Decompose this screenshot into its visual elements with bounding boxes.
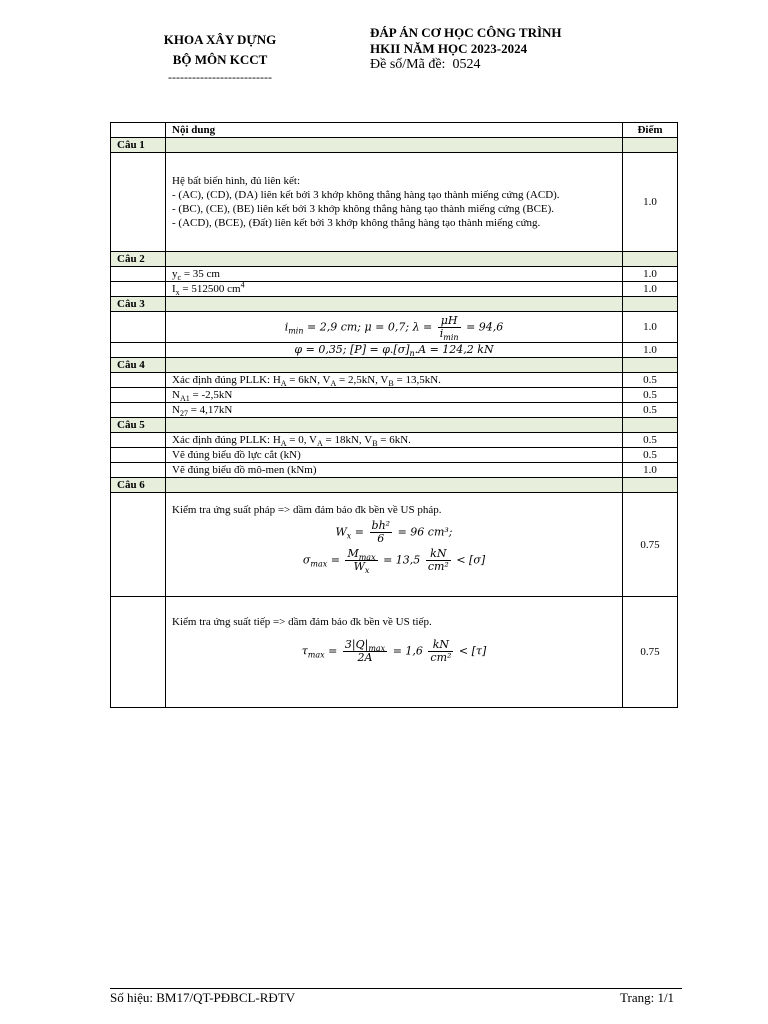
question-1-row: [111, 138, 678, 153]
table-header-row: [111, 123, 678, 138]
exam-code-value: 0524: [452, 57, 481, 72]
question-3-label: Câu 3: [111, 297, 166, 312]
q5-row1: Xác định đúng PLLK: $H_A = 0$, $V_A = 18kN$, $V_B = 6kN$.: [166, 433, 623, 448]
q2-row1-points: 1.0: [623, 267, 678, 282]
q5-row2-points: 0.5: [623, 448, 678, 463]
table-row: [111, 448, 678, 463]
q4-row1: Xác định đúng PLLK: $H_A = 6kN$, $V_A = 2,5kN$, $V_B = 13,5kN$.: [166, 373, 623, 388]
q2-row2-points: 1.0: [623, 282, 678, 297]
table-row: [111, 388, 678, 403]
table-row: [111, 343, 678, 358]
q4-row2: $N_{A1} = -2,5kN$: [166, 388, 623, 403]
q6-wx-formula: $W_x$ = $\frac{\text{bh²}}{6}$ = 96 cm³;: [335, 519, 453, 545]
q2-row1: $y_c = 35$ cm: [166, 267, 623, 282]
question-6-row: [111, 478, 678, 493]
question-1-label: Câu 1: [111, 138, 166, 153]
question-3-row: [111, 297, 678, 312]
table-row: [111, 282, 678, 297]
question-4-label: Câu 4: [111, 358, 166, 373]
q1-points: 1.0: [623, 153, 678, 252]
footer-divider: [110, 988, 682, 989]
q1-line3: - (BC), (CE), (BE) liên kết bởi 3 khớp không thẳng hàng tạo thành miếng cứng (BCE).: [172, 203, 555, 215]
footer-document-code: Số hiệu: BM17/QT-PĐBCL-RĐTV: [110, 990, 296, 1005]
q6-part1: [166, 493, 623, 597]
exam-code-label: Đề số/Mã đề:: [370, 57, 446, 72]
q4-row1-points: 0.5: [623, 373, 678, 388]
q1-line2: - (AC), (CD), (DA) liên kết bởi 3 khớp không thẳng hàng tạo thành miếng cứng (ACD).: [172, 189, 560, 201]
q6-part2: [166, 597, 623, 708]
header-points: Điểm: [623, 123, 678, 138]
header-blank: [111, 123, 166, 138]
q5-row3: Vẽ đúng biểu đồ mô-men (kNm): [166, 463, 623, 478]
q1-line1: Hệ bất biến hình, đủ liên kết:: [172, 175, 300, 187]
table-row: [111, 597, 678, 708]
q6-part1-points: 0.75: [623, 493, 678, 597]
q6-tau-formula: $\tau_{max}$ = $\frac{3|Q|_{max}}{2A}$ = 1,6 $\frac{kN}{\text{cm²}}$ < [τ]: [301, 638, 487, 664]
q4-row3-points: 0.5: [623, 403, 678, 418]
q6-sigma-formula: $\sigma_{max}$ = $\frac{M_{max}}{W_x}$ = 13,5 $\frac{kN}{\text{cm²}}$ < [σ]: [302, 547, 486, 576]
question-2-label: Câu 2: [111, 252, 166, 267]
q3-row2-points: 1.0: [623, 343, 678, 358]
department-name: BỘ MÔN KCCT: [172, 52, 268, 67]
semester-label: HKII NĂM HỌC 2023-2024: [370, 41, 528, 56]
q6-part1-intro: Kiểm tra ứng suất pháp => dầm đảm bảo đk bền về US pháp.: [172, 504, 442, 516]
q2-row2: $I_x = 512500$ $cm^4$: [166, 282, 623, 297]
table-row: [111, 463, 678, 478]
document-title: ĐÁP ÁN CƠ HỌC CÔNG TRÌNH: [370, 25, 562, 40]
question-2-row: [111, 252, 678, 267]
table-row: [111, 403, 678, 418]
question-6-label: Câu 6: [111, 478, 166, 493]
q6-part2-points: 0.75: [623, 597, 678, 708]
faculty-name: KHOA XÂY DỰNG: [163, 32, 277, 47]
table-row: [111, 373, 678, 388]
table-row: [111, 433, 678, 448]
q4-row3: $N_{27} = 4,17kN$: [166, 403, 623, 418]
table-row: [111, 153, 678, 252]
header-content: Nội dung: [166, 123, 623, 138]
exam-header: [370, 25, 562, 73]
question-5-label: Câu 5: [111, 418, 166, 433]
q3-formula1: $i_{min} = 2,9$ cm; μ = 0,7; λ = $\frac{\mu H}{i_{min}}$ = 94,6: [166, 312, 623, 343]
table-row: [111, 493, 678, 597]
q6-part2-intro: Kiểm tra ứng suất tiếp => dầm đảm bảo đk bền về US tiếp.: [172, 616, 432, 628]
answer-table: [110, 122, 678, 708]
header-divider: --------------------------: [168, 70, 272, 84]
exam-code: [370, 57, 562, 73]
q4-row2-points: 0.5: [623, 388, 678, 403]
q5-row3-points: 1.0: [623, 463, 678, 478]
question-4-row: [111, 358, 678, 373]
q3-row1-points: 1.0: [623, 312, 678, 343]
q1-line4: - (ACD), (BCE), (Đất) liên kết bởi 3 khớp không thẳng hàng tạo thành miếng cứng.: [172, 217, 541, 229]
table-row: [111, 312, 678, 343]
q3-formula2: φ = 0,35; $[P] = \varphi.[\sigma]_n.A = 124,2$ kN: [166, 343, 623, 358]
footer-page-number: Trang: 1/1: [620, 990, 675, 1005]
question-5-row: [111, 418, 678, 433]
table-row: [111, 267, 678, 282]
q5-row2: Vẽ đúng biểu đồ lực cắt (kN): [166, 448, 623, 463]
faculty-header: [140, 30, 300, 84]
q5-row1-points: 0.5: [623, 433, 678, 448]
q1-content: [166, 153, 623, 252]
